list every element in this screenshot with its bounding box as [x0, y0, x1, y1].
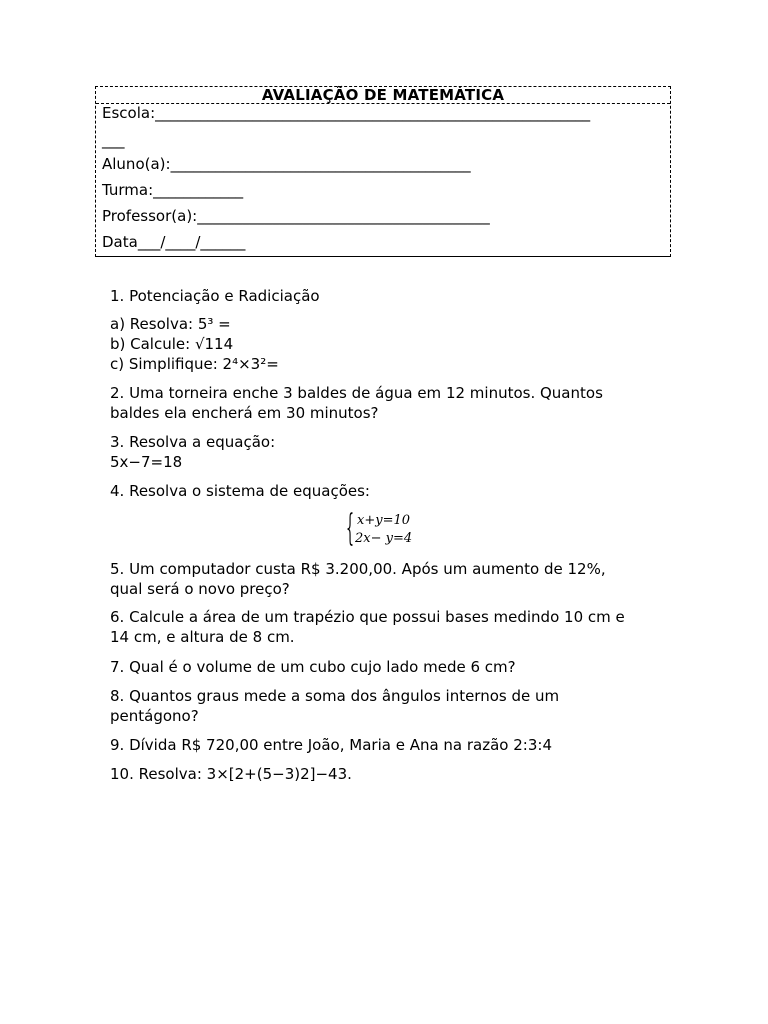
header-box: [95, 86, 671, 257]
question-7: 7. Qual é o volume de um cubo cujo lado mede 6 cm?: [110, 658, 516, 676]
question-1b: b) Calcule: √114: [110, 335, 234, 353]
document-title: AVALIAÇÃO DE MATEMÁTICA: [261, 86, 505, 104]
professor-field: Professor(a):_______________________________________: [102, 207, 490, 225]
question-8: [110, 686, 670, 726]
question-9: 9. Dívida R$ 720,00 entre João, Maria e Ana na razão 2:3:4: [110, 736, 552, 754]
question-5-line-2: qual será o novo preço?: [110, 580, 290, 598]
question-3-equation: 5x−7=18: [110, 453, 183, 471]
question-3-line-1: 3. Resolva a equação:: [110, 433, 276, 451]
question-8-line-1: 8. Quantos graus mede a soma dos ângulos internos de um: [110, 687, 560, 705]
question-1c: c) Simplifique: 2⁴×3²=: [110, 355, 279, 373]
question-2: [110, 383, 670, 423]
question-1-title: 1. Potenciação e Radiciação: [110, 287, 320, 305]
system-equation-2: 2x− y=4: [355, 531, 413, 546]
escola-field: Escola:__________________________________________________________: [102, 104, 591, 122]
question-8-line-2: pentágono?: [110, 707, 199, 725]
turma-field: Turma:____________: [102, 181, 244, 199]
aluno-field: Aluno(a):________________________________________: [102, 155, 471, 173]
question-5: [110, 559, 670, 599]
left-brace-icon: {: [346, 508, 355, 549]
question-1-items: [110, 314, 670, 374]
question-6-line-2: 14 cm, e altura de 8 cm.: [110, 628, 295, 646]
question-2-line-2: baldes ela encherá em 30 minutos?: [110, 404, 379, 422]
question-6: [110, 607, 670, 647]
question-10: 10. Resolva: 3×[2+(5−3)2]−43.: [110, 765, 352, 783]
system-equation-1: x+y=10: [357, 513, 411, 528]
question-2-line-1: 2. Uma torneira enche 3 baldes de água em 12 minutos. Quantos: [110, 384, 603, 402]
data-field: Data___/____/______: [102, 233, 246, 251]
question-5-line-1: 5. Um computador custa R$ 3.200,00. Após um aumento de 12%,: [110, 560, 606, 578]
question-4: 4. Resolva o sistema de equações:: [110, 482, 370, 500]
question-6-line-1: 6. Calcule a área de um trapézio que possui bases medindo 10 cm e: [110, 608, 625, 626]
question-1a: a) Resolva: 5³ =: [110, 315, 231, 333]
question-3: [110, 432, 670, 472]
escola-field-continuation: ___: [102, 131, 125, 149]
